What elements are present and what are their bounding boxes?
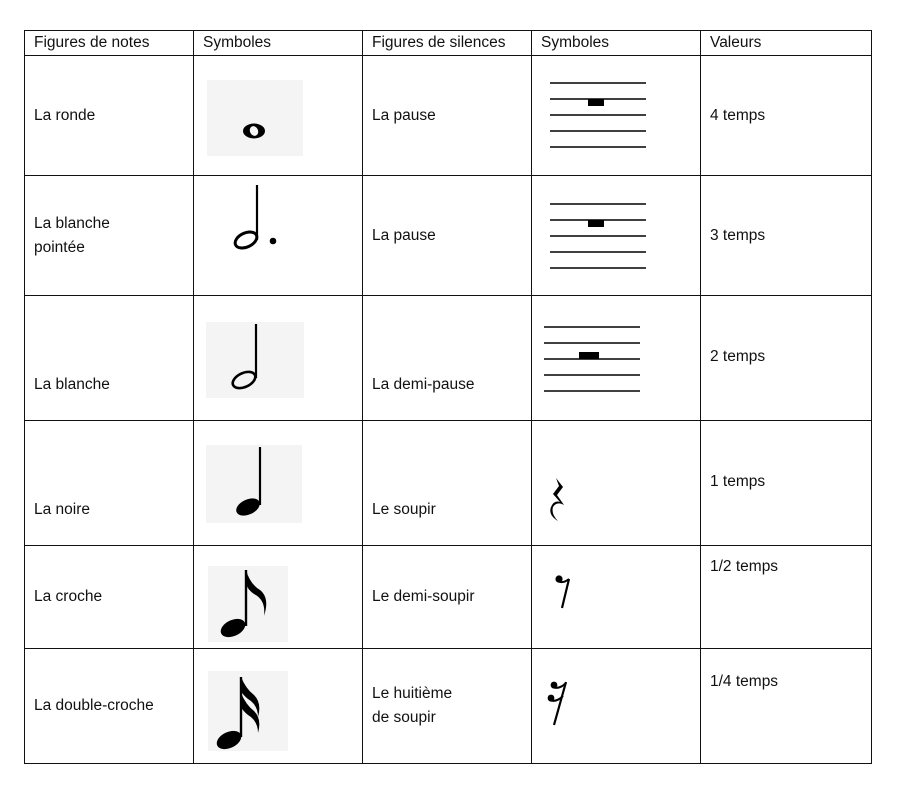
note-name-line: pointée [34, 238, 85, 256]
rest-name: La pause [363, 56, 532, 176]
rest-name-line: de soupir [372, 709, 436, 726]
table-row [25, 649, 872, 764]
header-note-symbols: Symboles [194, 31, 363, 56]
note-symbol-cell [194, 296, 363, 421]
rest-symbol-cell [532, 56, 701, 176]
dotted-half-note-icon [194, 176, 363, 296]
half-rest-icon [532, 296, 701, 421]
whole-note-icon [194, 56, 363, 176]
note-symbol-cell [194, 649, 363, 764]
table-row [25, 176, 872, 296]
rest-name: Le soupir [363, 421, 532, 546]
rest-symbol-cell [532, 421, 701, 546]
table-row [25, 546, 872, 649]
eighth-rest-icon [532, 546, 701, 649]
note-name: La blanche [25, 296, 194, 421]
header-values: Valeurs [701, 31, 872, 56]
note-name: La noire [25, 421, 194, 546]
quarter-rest-icon [532, 421, 701, 546]
sixteenth-note-icon [194, 649, 363, 764]
rest-name [363, 649, 532, 764]
note-name [25, 176, 194, 296]
half-note-icon [194, 296, 363, 421]
value: 2 temps [701, 296, 872, 421]
header-note-figures: Figures de notes [25, 31, 194, 56]
rest-symbol-cell [532, 296, 701, 421]
rest-name: La pause [363, 176, 532, 296]
note-symbol-cell [194, 546, 363, 649]
note-name: La croche [25, 546, 194, 649]
note-symbol-cell [194, 176, 363, 296]
rest-symbol-cell [532, 176, 701, 296]
whole-rest-icon [532, 56, 701, 176]
note-name-line: La blanche [34, 214, 110, 232]
value: 1/4 temps [701, 649, 872, 764]
value: 3 temps [701, 176, 872, 296]
rest-name-line: Le huitième [372, 685, 453, 702]
rest-name: Le demi-soupir [363, 546, 532, 649]
rest-name: La demi-pause [363, 296, 532, 421]
header-rest-figures: Figures de silences [363, 31, 532, 56]
note-symbol-cell [194, 421, 363, 546]
sixteenth-rest-icon [532, 649, 701, 764]
rest-symbol-cell [532, 649, 701, 764]
note-values-table [24, 30, 872, 764]
header-row [25, 31, 872, 56]
value: 1 temps [701, 421, 872, 546]
note-name: La double-croche [25, 649, 194, 764]
table-row [25, 296, 872, 421]
eighth-note-icon [194, 546, 363, 649]
value: 4 temps [701, 56, 872, 176]
note-symbol-cell [194, 56, 363, 176]
rest-symbol-cell [532, 546, 701, 649]
value: 1/2 temps [701, 546, 872, 649]
quarter-note-icon [194, 421, 363, 546]
table-row [25, 421, 872, 546]
table-row [25, 56, 872, 176]
note-name: La ronde [25, 56, 194, 176]
whole-rest-icon [532, 176, 701, 296]
header-rest-symbols: Symboles [532, 31, 701, 56]
